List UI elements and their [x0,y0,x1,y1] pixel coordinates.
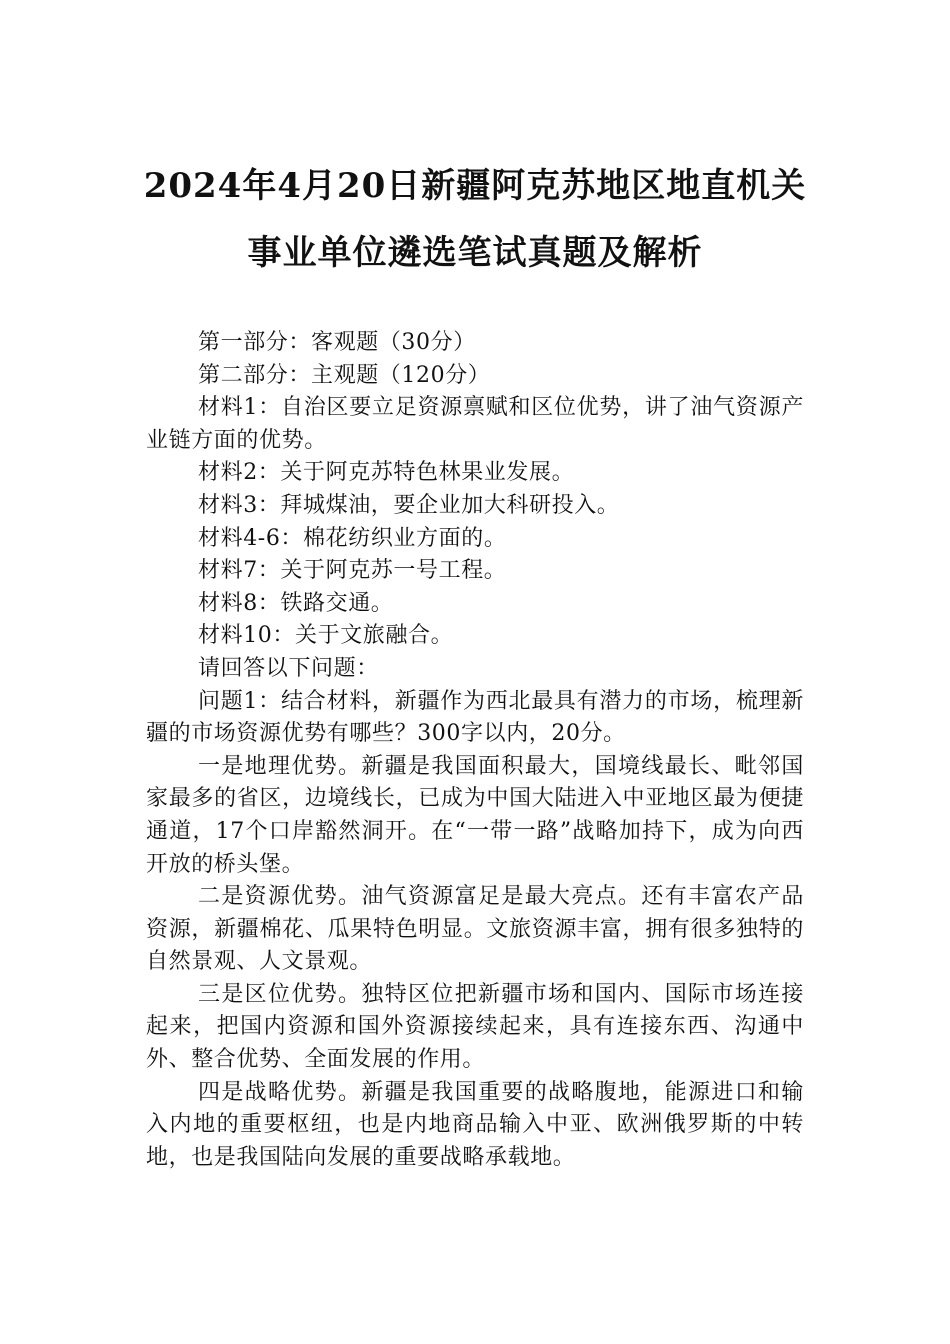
paragraph-instructions: 请回答以下问题： [198,655,379,681]
document-title-line-1: 2024年4月20日新疆阿克苏地区地直机关 [143,166,807,206]
paragraph-answer-resources: 二是资源优势。油气资源富足是最大亮点。还有丰富农产品资源，新疆棉花、瓜果特色明显。文旅资源丰富，拥有很多独特的自然景观、人文景观。 [146,884,804,975]
paragraph-material-8: 材料8：铁路交通。 [198,590,394,616]
paragraph-material-3: 材料3：拜城煤油，要企业加大科研投入。 [198,492,620,518]
paragraph-answer-strategy: 四是战略优势。新疆是我国重要的战略腹地，能源进口和输入内地的重要枢纽，也是内地商品输入中亚、欧洲俄罗斯的中转地，也是我国陆向发展的重要战略承载地。 [146,1079,804,1170]
paragraph-part-two: 第二部分：主观题（120分） [198,362,491,388]
paragraph-material-4-6: 材料4-6：棉花纺织业方面的。 [198,525,507,551]
paragraph-part-one: 第一部分：客观题（30分） [198,330,476,355]
paragraph-material-7: 材料7：关于阿克苏一号工程。 [198,558,507,584]
document-body [146,327,804,1174]
paragraph-answer-geography: 一是地理优势。新疆是我国面积最大，国境线最长、毗邻国家最多的省区，边境线长，已成为中国大陆进入中亚地区最为便捷通道，17个口岸豁然洞开。在“一带一路”战略加持下，成为向西开放的桥头堡。 [146,753,804,877]
paragraph-material-2: 材料2：关于阿克苏特色林果业发展。 [198,460,575,486]
paragraph-answer-location: 三是区位优势。独特区位把新疆市场和国内、国际市场连接起来，把国内资源和国外资源接续起来，具有连接东西、沟通中外、整合优势、全面发展的作用。 [146,981,804,1073]
paragraph-material-1: 材料1：自治区要立足资源禀赋和区位优势，讲了油气资源产业链方面的优势。 [146,395,804,453]
document-title-line-2: 事业单位遴选笔试真题及解析 [247,233,703,273]
paragraph-question-1: 问题1：结合材料，新疆作为西北最具有潜力的市场，梳理新疆的市场资源优势有哪些？300字以内，20分。 [146,688,804,747]
paragraph-material-10: 材料10：关于文旅融合。 [198,623,454,649]
